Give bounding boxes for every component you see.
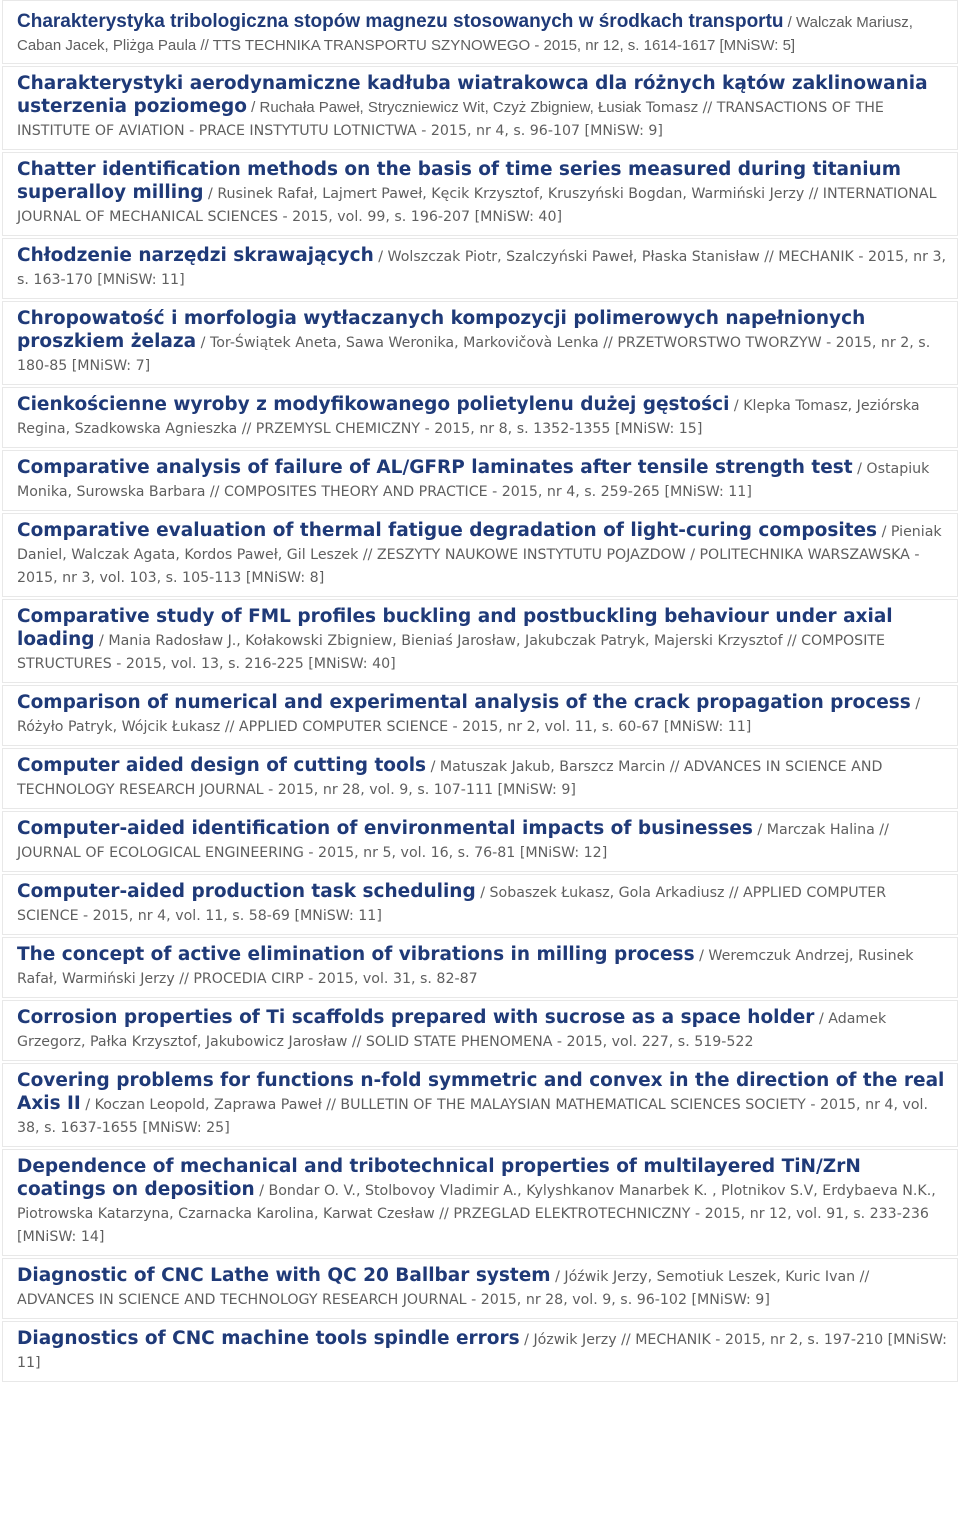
list-item [2,387,958,448]
publication-details: / Rusinek Rafał, Lajmert Paweł, Kęcik Krzysztof, Kruszyński Bogdan, Warmiński Jerzy // INTERNATIONAL JOURNAL OF MECHANICAL SCIENCES - 2015, vol. 99, s. 196-207 [MNiSW: 40] [17,186,937,225]
list-item [2,1258,958,1319]
list-item [2,450,958,511]
list-item [2,685,958,746]
publication-details: / Tor-Świątek Aneta, Sawa Weronika, Markovičovà Lenka // PRZETWORSTWO TWORZYW - 2015, nr 2, s. 180-85 [MNiSW: 7] [17,335,931,374]
list-item [2,811,958,872]
publication-details: / Sobaszek Łukasz, Gola Arkadiusz // APPLIED COMPUTER SCIENCE - 2015, nr 4, vol. 11, s. 58-69 [MNiSW: 11] [17,885,887,924]
publication-details: / Ostapiuk Monika, Surowska Barbara // COMPOSITES THEORY AND PRACTICE - 2015, nr 4, s. 259-265 [MNiSW: 11] [17,461,930,500]
publication-title[interactable]: Charakterystyki aerodynamiczne kadłuba wiatrakowca dla różnych kątów zaklinowania usterzenia poziomego [17,73,928,117]
list-item [2,301,958,385]
publication-details: / Wolszczak Piotr, Szalczyński Paweł, Płaska Stanisław // MECHANIK - 2015, nr 3, s. 163-170 [MNiSW: 11] [17,249,946,288]
publication-details: / Klepka Tomasz, Jeziórska Regina, Szadkowska Agnieszka // PRZEMYSL CHEMICZNY - 2015, nr 8, s. 1352-1355 [MNiSW: 15] [17,398,920,437]
list-item [2,0,958,64]
publication-details: / Różyło Patryk, Wójcik Łukasz // APPLIED COMPUTER SCIENCE - 2015, nr 2, vol. 11, s. 60-67 [MNiSW: 11] [17,696,921,735]
publication-title[interactable]: Corrosion properties of Ti scaffolds prepared with sucrose as a space holder [17,1007,815,1028]
publication-title[interactable]: Diagnostics of CNC machine tools spindle errors [17,1328,520,1349]
publication-details: / Pieniak Daniel, Walczak Agata, Kordos Paweł, Gil Leszek // ZESZYTY NAUKOWE INSTYTUTU POJAZDOW / POLITECHNIKA WARSZAWSKA - 2015, nr 3, vol. 103, s. 105-113 [MNiSW: 8] [17,524,942,586]
list-item [2,874,958,935]
publication-list [2,0,958,1382]
list-item [2,1321,958,1382]
publication-title[interactable]: Covering problems for functions n-fold symmetric and convex in the direction of the real Axis II [17,1070,945,1114]
publication-details: / Adamek Grzegorz, Pałka Krzysztof, Jakubowicz Jarosław // SOLID STATE PHENOMENA - 2015, vol. 227, s. 519-522 [17,1011,887,1050]
list-item [2,66,958,150]
publication-title[interactable]: Chłodzenie narzędzi skrawających [17,245,374,266]
publication-details: / Matuszak Jakub, Barszcz Marcin // ADVANCES IN SCIENCE AND TECHNOLOGY RESEARCH JOURNAL - 2015, nr 28, vol. 9, s. 107-111 [MNiSW: 9] [17,759,883,798]
publication-title[interactable]: Chatter identification methods on the basis of time series measured during titanium superalloy milling [17,159,901,203]
list-item [2,513,958,597]
publication-title[interactable]: Comparison of numerical and experimental analysis of the crack propagation process [17,692,911,713]
publication-title[interactable]: Comparative evaluation of thermal fatigue degradation of light-curing composites [17,520,878,541]
list-item [2,748,958,809]
publication-details: / Walczak Mariusz, Caban Jacek, Pliżga Paula // TTS TECHNIKA TRANSPORTU SZYNOWEGO - 2015, nr 12, s. 1614-1617 [MNiSW: 5] [17,14,913,54]
publication-details-continued: Tomasz // TRANSACTIONS OF THE INSTITUTE OF AVIATION - PRACE INSTYTUTU LOTNICTWA - 2015, nr 4, s. 96-107 [MNiSW: 9] [17,100,884,139]
publication-title[interactable]: Computer-aided identification of environmental impacts of businesses [17,818,753,839]
list-item [2,238,958,299]
publication-title[interactable]: Diagnostic of CNC Lathe with QC 20 Ballbar system [17,1265,551,1286]
list-item [2,1149,958,1256]
publication-title[interactable]: Computer aided design of cutting tools [17,755,427,776]
list-item [2,937,958,998]
list-item [2,152,958,236]
publication-title[interactable]: Computer-aided production task scheduling [17,881,476,902]
publication-details: / Józwik Jerzy // MECHANIK - 2015, nr 2, s. 197-210 [MNiSW: 11] [17,1332,947,1371]
publication-details: / Jóźwik Jerzy, Semotiuk Leszek, Kuric Ivan // ADVANCES IN SCIENCE AND TECHNOLOGY RESEARCH JOURNAL - 2015, nr 28, vol. 9, s. 96-102 [MNiSW: 9] [17,1269,870,1308]
publication-title[interactable]: Charakterystyka tribologiczna stopów magnezu stosowanych w środkach transportu [17,11,784,32]
publication-title[interactable]: Dependence of mechanical and tribotechnical properties of multilayered TiN/ZrN coatings on deposition [17,1156,861,1200]
publication-title[interactable]: Chropowatość i morfologia wytłaczanych kompozycji polimerowych napełnionych proszkiem żelaza [17,308,866,352]
publication-details: / Weremczuk Andrzej, Rusinek Rafał, Warmiński Jerzy // PROCEDIA CIRP - 2015, vol. 31, s. 82-87 [17,948,914,987]
publication-title[interactable]: Cienkościenne wyroby z modyfikowanego polietylenu dużej gęstości [17,394,730,415]
publication-title[interactable]: The concept of active elimination of vibrations in milling process [17,944,695,965]
list-item [2,1000,958,1061]
list-item [2,599,958,683]
publication-details: / Mania Radosław J., Kołakowski Zbigniew, Bieniaś Jarosław, Jakubczak Patryk, Majerski Krzysztof // COMPOSITE STRUCTURES - 2015, vol. 13, s. 216-225 [MNiSW: 40] [17,633,886,672]
publication-details: / Koczan Leopold, Zaprawa Paweł // BULLETIN OF THE MALAYSIAN MATHEMATICAL SCIENCES SOCIETY - 2015, nr 4, vol. 38, s. 1637-1655 [MNiSW: 25] [17,1097,928,1136]
publication-details: / Bondar O. V., Stolbovoy Vladimir A., Kylyshkanov Manarbek K. , Plotnikov S.V, Erdybaeva N.K., Piotrowska Katarzyna, Czarnacka Karolina, Karwat Czesław // PRZEGLAD ELEKTROTECHNICZNY - 2015, nr 12, vol. 91, s. 233-236 [MNiSW: 14] [17,1183,936,1245]
publication-details: / Ruchała Paweł, Stryczniewicz Wit, Czyż Zbigniew, Łusiak [247,99,642,116]
publication-title[interactable]: Comparative study of FML profiles buckling and postbuckling behaviour under axial loading [17,606,893,650]
list-item [2,1063,958,1147]
publication-details: / Marczak Halina // JOURNAL OF ECOLOGICAL ENGINEERING - 2015, nr 5, vol. 16, s. 76-81 [MNiSW: 12] [17,822,889,861]
publication-title[interactable]: Comparative analysis of failure of AL/GFRP laminates after tensile strength test [17,457,853,478]
